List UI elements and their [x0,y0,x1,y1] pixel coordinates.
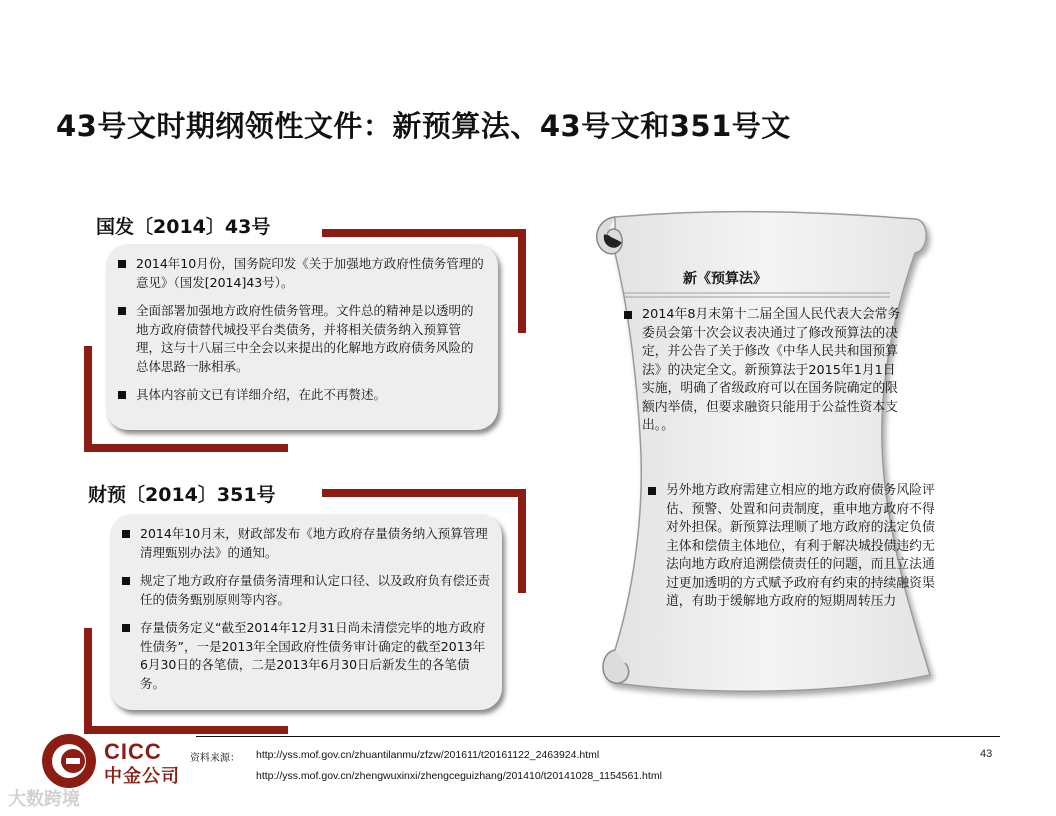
bullet-icon [118,260,126,268]
doc43-bullet-list [116,255,484,405]
source-label: 资料来源： [190,753,240,764]
scroll-title: 新《预算法》 [683,271,767,287]
doc351-bullet-list [120,525,490,693]
doc351-card [110,514,502,710]
list-item: 存量债务定义“截至2014年12月31日尚未清偿完毕的地方政府性债务”，一是2013年全国政府性债务审计确定的截至2013年6月30日的各笔债，二是2013年6月30日后新发生的各笔债务。 [120,619,490,693]
bullet-icon [624,311,632,319]
list-item: 全面部署加强地方政府性债务管理。文件总的精神是以透明的地方政府债替代城投平台类债务，并将相关债务纳入预算管理，这与十八届三中全会以来提出的化解地方政府债务风险的总体思路一脉相承。 [116,302,484,376]
list-item: 2014年8月末第十二届全国人民代表大会常务委员会第十次会议表决通过了修改预算法的决定，并公告了关于修改《中华人民共和国预算法》的决定全文。新预算法于2015年1月1日实施，明确了省级政府可以在国务院确定的限额内举债，但要求融资只能用于公益性资本支出。。 [622,306,904,436]
section-label-doc43: 国发〔2014〕43号 [96,216,271,238]
list-item: 具体内容前文已有详细介绍，在此不再赘述。 [116,386,484,405]
section-label-doc351: 财预〔2014〕351号 [88,484,276,506]
scroll-graphic [585,205,955,705]
bullet-icon [648,487,656,495]
budget-law-bullet-1 [622,306,904,446]
bullet-icon [122,624,130,632]
logo-text-cn: 中金公司 [104,766,180,787]
bullet-icon [118,307,126,315]
source-url-2[interactable]: http://yss.mof.gov.cn/zhengwuxinxi/zhengceguizhang/201410/t20141028_1154561.html [256,770,662,782]
budget-law-bullet-2 [646,482,944,622]
cicc-logo-icon [40,732,98,790]
footer-divider [196,736,1000,737]
bullet-icon [122,577,130,585]
page-number: 43 [980,748,993,760]
doc43-card [106,244,498,430]
logo-text-en: CICC [104,739,162,764]
source-url-1[interactable]: http://yss.mof.gov.cn/zhuantilanmu/zfzw/201611/t20161122_2463924.html [256,749,600,761]
list-item: 规定了地方政府存量债务清理和认定口径、以及政府负有偿还责任的债务甄别原则等内容。 [120,572,490,609]
list-item: 2014年10月末，财政部发布《地方政府存量债务纳入预算管理清理甄别办法》的通知。 [120,525,490,562]
watermark: 大数跨境 [8,789,80,810]
list-item: 另外地方政府需建立相应的地方政府债务风险评估、预警、处置和问责制度，重申地方政府不得对外担保。新预算法理顺了地方政府的法定负债主体和偿债主体地位，有利于解决城投债违约无法向地方政府追溯偿债责任的问题，而且立法通过更加透明的方式赋予政府有约束的持续融资渠道，有助于缓解地方政府的短期周转压力 [646,482,944,612]
bullet-icon [118,391,126,399]
bullet-icon [122,530,130,538]
list-item: 2014年10月份，国务院印发《关于加强地方政府性债务管理的意见》（国发[2014]43号）。 [116,255,484,292]
page-title: 43号文时期纲领性文件：新预算法、43号文和351号文 [56,109,791,143]
